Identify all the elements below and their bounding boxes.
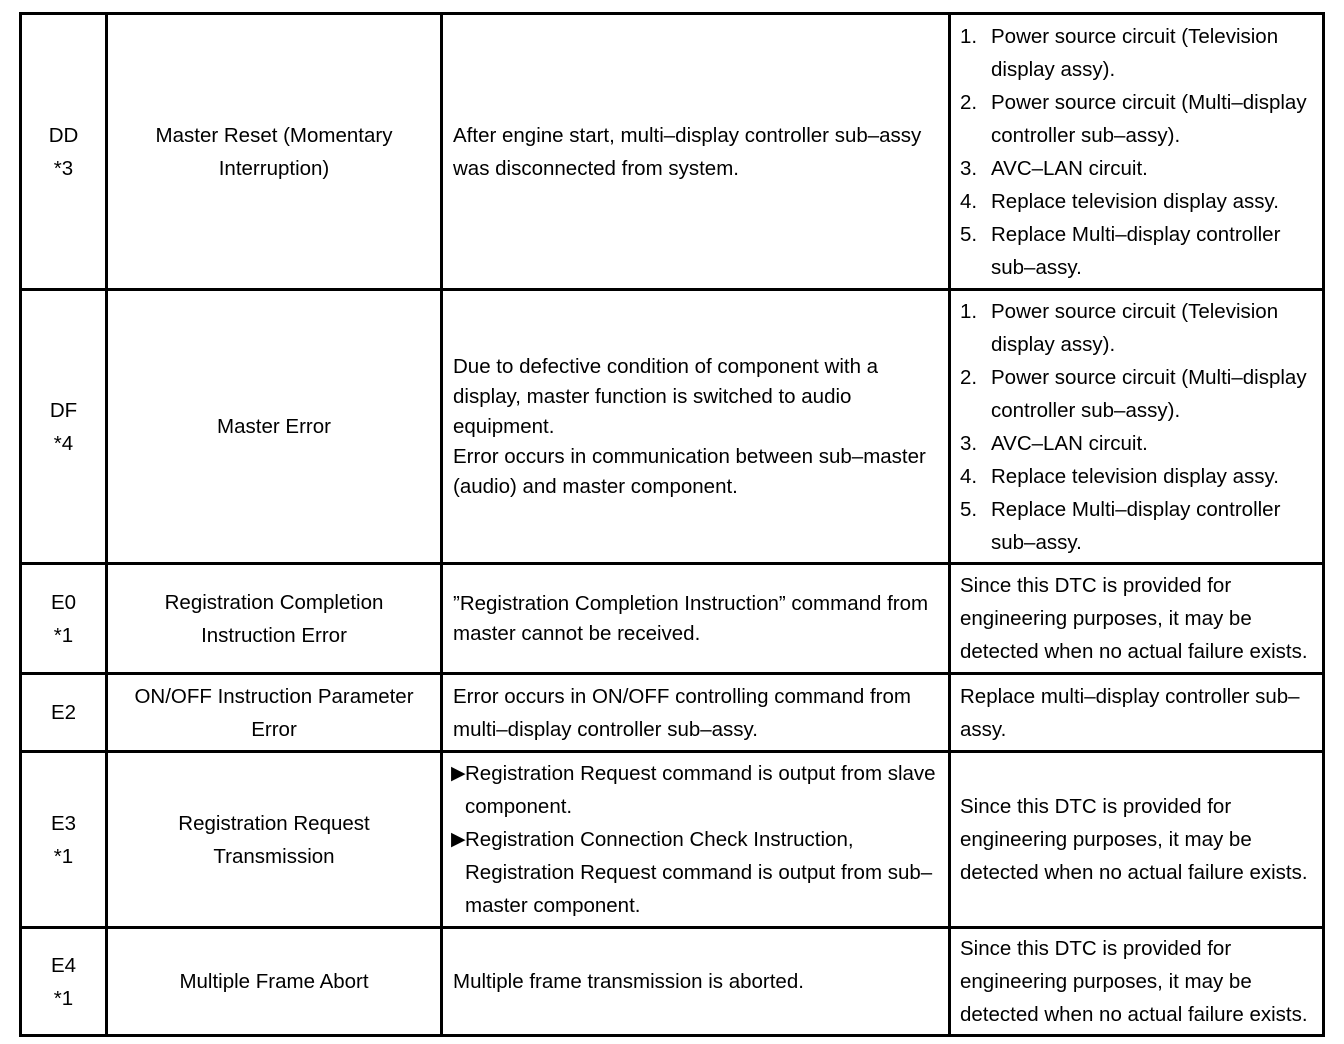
list-item xyxy=(960,20,1314,86)
remedy-cell xyxy=(950,752,1324,928)
list-number: 1. xyxy=(960,299,978,323)
list-number: 4. xyxy=(960,464,978,488)
detection-item: Multiple Frame Abort xyxy=(179,970,369,993)
trouble-area-cell xyxy=(442,674,950,752)
list-item xyxy=(960,460,1314,493)
list-text: Replace Multi–display controller sub–assy. xyxy=(991,497,1281,554)
table-row xyxy=(21,14,1324,290)
trouble-area-cell xyxy=(442,564,950,674)
triangle-bullet-icon: ▶ xyxy=(451,829,466,850)
list-item xyxy=(960,493,1314,559)
dtc-code-cell xyxy=(21,674,107,752)
list-text: Replace television display assy. xyxy=(991,189,1279,213)
detection-item: ON/OFF Instruction Parameter Error xyxy=(134,684,414,741)
dtc-code-cell xyxy=(21,928,107,1036)
trouble-area-text: Error occurs in ON/OFF controlling command from multi–display controller sub–assy. xyxy=(453,684,911,741)
dtc-code-cell xyxy=(21,14,107,290)
remedy-text: Since this DTC is provided for engineering purposes, it may be detected when no actual failure exists. xyxy=(960,574,1308,663)
list-item xyxy=(960,361,1314,427)
detection-item-cell xyxy=(107,752,442,928)
trouble-area-text: ”Registration Completion Instruction” command from master cannot be received. xyxy=(453,591,929,645)
trouble-area-text: Due to defective condition of component with a display, master function is switched to audio equipment. xyxy=(453,354,879,438)
list-number: 3. xyxy=(960,431,978,455)
dtc-note: *1 xyxy=(53,623,74,647)
list-number: 1. xyxy=(960,24,978,48)
trouble-area-cell xyxy=(442,928,950,1036)
bullet-item xyxy=(453,757,942,823)
list-text: Power source circuit (Television display assy). xyxy=(991,299,1279,356)
dtc-code-cell xyxy=(21,290,107,564)
dtc-code-cell xyxy=(21,564,107,674)
remedy-cell xyxy=(950,928,1324,1036)
table-row xyxy=(21,752,1324,928)
trouble-area-text: After engine start, multi–display controller sub–assy was disconnected from system. xyxy=(453,123,922,180)
detection-item: Master Error xyxy=(217,415,331,438)
list-number: 4. xyxy=(960,189,978,213)
remedy-text: Since this DTC is provided for engineering purposes, it may be detected when no actual failure exists. xyxy=(960,795,1308,884)
triangle-bullet-icon: ▶ xyxy=(451,763,466,784)
bullet-text: Registration Request command is output from slave component. xyxy=(465,762,936,818)
list-number: 5. xyxy=(960,222,978,246)
remedy-text: Since this DTC is provided for engineering purposes, it may be detected when no actual failure exists. xyxy=(960,937,1308,1026)
trouble-area-cell xyxy=(442,14,950,290)
list-number: 3. xyxy=(960,156,978,180)
dtc-code: DF xyxy=(49,398,78,422)
trouble-area-cell xyxy=(442,290,950,564)
trouble-area-text: Error occurs in communication between sub–master (audio) and master component. xyxy=(453,444,926,498)
table-row xyxy=(21,290,1324,564)
list-text: Power source circuit (Multi–display controller sub–assy). xyxy=(991,365,1307,422)
dtc-note: *1 xyxy=(53,986,74,1010)
detection-item-cell xyxy=(107,14,442,290)
list-item xyxy=(960,185,1314,218)
list-number: 5. xyxy=(960,497,978,521)
list-text: Replace Multi–display controller sub–assy. xyxy=(991,222,1281,279)
detection-item-cell xyxy=(107,564,442,674)
list-number: 2. xyxy=(960,365,978,389)
remedy-cell xyxy=(950,674,1324,752)
dtc-code: E2 xyxy=(50,701,77,724)
detection-item: Master Reset (Momentary Interruption) xyxy=(155,123,393,180)
table-row xyxy=(21,564,1324,674)
remedy-list xyxy=(960,20,1314,284)
list-item xyxy=(960,86,1314,152)
detection-item-cell xyxy=(107,290,442,564)
list-item xyxy=(960,427,1314,460)
list-item xyxy=(960,218,1314,284)
list-item xyxy=(960,295,1314,361)
dtc-code-cell xyxy=(21,752,107,928)
remedy-cell xyxy=(950,14,1324,290)
remedy-text: Replace multi–display controller sub–assy. xyxy=(960,684,1300,741)
trouble-area-text: Multiple frame transmission is aborted. xyxy=(453,970,804,993)
list-number: 2. xyxy=(960,90,978,114)
trouble-area-cell xyxy=(442,752,950,928)
detection-item-cell xyxy=(107,928,442,1036)
table-row xyxy=(21,674,1324,752)
dtc-note: *1 xyxy=(53,844,74,868)
dtc-code: E0 xyxy=(50,590,77,614)
dtc-code: DD xyxy=(48,123,79,147)
list-text: AVC–LAN circuit. xyxy=(991,431,1148,455)
dtc-note: *4 xyxy=(53,431,74,455)
remedy-cell xyxy=(950,564,1324,674)
bullet-text: Registration Connection Check Instruction, Registration Request command is output from sub–master component. xyxy=(465,828,933,917)
dtc-code: E3 xyxy=(50,811,77,835)
list-item xyxy=(960,152,1314,185)
list-text: Power source circuit (Multi–display controller sub–assy). xyxy=(991,90,1307,147)
remedy-cell xyxy=(950,290,1324,564)
dtc-table xyxy=(19,12,1325,1037)
detection-item-cell xyxy=(107,674,442,752)
dtc-note: *3 xyxy=(53,156,74,180)
dtc-code: E4 xyxy=(50,953,77,977)
list-text: Power source circuit (Television display assy). xyxy=(991,24,1279,81)
table-row xyxy=(21,928,1324,1036)
bullet-item xyxy=(453,823,942,922)
detection-item: Registration Request Transmission xyxy=(178,811,370,868)
list-text: Replace television display assy. xyxy=(991,464,1279,488)
remedy-list xyxy=(960,295,1314,559)
detection-item: Registration Completion Instruction Error xyxy=(164,590,384,647)
list-text: AVC–LAN circuit. xyxy=(991,156,1148,180)
